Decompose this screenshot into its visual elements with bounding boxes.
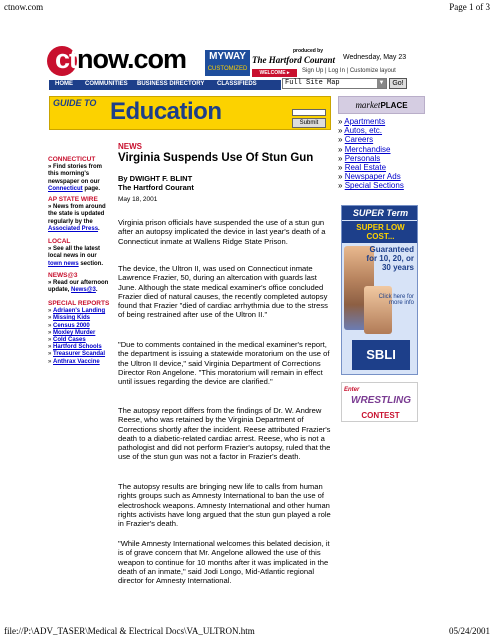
marketplace-item[interactable]: » Apartments xyxy=(338,117,386,126)
sidebar-heading: AP STATE WIRE xyxy=(48,196,98,203)
print-header-site: ctnow.com xyxy=(4,2,44,12)
sidebar-connecticut: CONNECTICUT » Find stories from this morning's newspaper on our Connecticut page. xyxy=(48,156,110,193)
marketplace-header: marketPLACE xyxy=(338,96,425,114)
list-item[interactable]: » Hartford Schools xyxy=(48,344,102,351)
print-footer-path: file://P:\ADV_TASER\Medical & Electrical Docs\VA_ULTRON.htm xyxy=(4,626,255,636)
article-byline: By DWIGHT F. BLINT The Hartford Courant xyxy=(118,174,194,192)
marketplace-item[interactable]: » Careers xyxy=(338,135,374,145)
marketplace-list xyxy=(338,117,428,191)
article-paragraph: Virginia prison officials have suspended the use of a stun gun after an autopsy implicated the device in last year's death of a Connecticut inmate at Wallens Ridge State Prison. xyxy=(118,218,326,246)
education-prefix: GUIDE TO xyxy=(53,98,97,108)
wrestling-enter: Enter xyxy=(344,387,360,393)
article-paragraph: The device, the Ultron II, was used on Connecticut inmate Lawrence Frazier, 50, during an altercation with guards last June. Although the state medical examiner's office concluded Frazier died of natural causes, the recently completed autopsy found that Frazier "died of cardiac arrhythmia due to the stress of being restrained after use of the Ultron II." xyxy=(118,264,328,320)
sidebar-ap-wire: AP STATE WIRE » News from around the state is updated regularly by the Associated Press. xyxy=(48,196,110,233)
marketplace-item[interactable]: » Personals xyxy=(338,153,381,163)
sbli-logo: SBLI xyxy=(352,340,410,370)
superterm-title: SUPER Term xyxy=(342,206,418,220)
print-header-page: Page 1 of 3 xyxy=(449,2,490,12)
marketplace-item[interactable]: » Real Estate xyxy=(338,163,387,173)
site-map-select[interactable]: Full Site Map xyxy=(282,78,387,89)
nav-classifieds[interactable]: CLASSIFIEDS xyxy=(217,81,257,87)
account-links[interactable]: Sign Up | Log In | Customize layout xyxy=(302,68,396,74)
superterm-click-here[interactable]: Click here for more info xyxy=(378,294,414,306)
marketplace-item[interactable]: » Special Sections xyxy=(338,181,404,191)
nav-business-directory[interactable]: BUSINESS DIRECTORY xyxy=(137,81,205,87)
article-date: May 18, 2001 xyxy=(118,196,158,203)
article-paragraph: The autopsy report differs from the findings of Dr. W. Andrew Reese, who was retained by the Virginia Department of Corrections shortly after the incident. Reese attributed Frazier's death to a diabetic-related cardiac arrest. Reese, who is not a pathologist and did not perform Frazier's autopsy, ruled that the use of the stun gun was not a factor in Frazier's death. xyxy=(118,406,331,462)
sidebar-heading: NEWS@3 xyxy=(48,272,78,279)
list-item[interactable]: » Treasurer Scandal xyxy=(48,351,106,358)
wrestling-contest-ad[interactable] xyxy=(341,382,418,422)
list-item[interactable]: » Moxley Murder xyxy=(48,329,96,336)
news3-link[interactable]: News@3 xyxy=(71,287,96,294)
current-date: Wednesday, May 23 xyxy=(343,54,407,61)
education-submit-button[interactable]: Submit xyxy=(292,118,326,128)
list-item[interactable]: » Adriaen's Landing xyxy=(48,308,106,315)
education-title: Education xyxy=(110,98,222,125)
site-logo[interactable]: ctnow.com xyxy=(55,44,187,74)
sidebar-heading: SPECIAL REPORTS xyxy=(48,300,110,307)
wrestling-title: WRESTLING xyxy=(351,395,411,406)
main-nav xyxy=(49,80,281,90)
nav-home[interactable]: HOME xyxy=(55,81,73,87)
marketplace-item[interactable]: » Newspaper Ads xyxy=(338,172,401,182)
town-news-link[interactable]: town news xyxy=(48,260,79,267)
list-item[interactable]: » Anthrax Vaccine xyxy=(48,358,100,365)
superterm-tagline: SUPER LOW COST... xyxy=(342,221,418,243)
associated-press-link[interactable]: Associated Press xyxy=(48,225,99,232)
myway-button[interactable]: MYWAY CUSTOMIZED xyxy=(205,50,250,76)
list-item[interactable]: » Cold Cases xyxy=(48,337,86,344)
sidebar-heading: LOCAL xyxy=(48,238,71,245)
print-footer-date: 05/24/2001 xyxy=(448,626,490,636)
section-label: NEWS xyxy=(118,142,142,151)
sidebar-special-reports xyxy=(48,300,110,366)
go-button[interactable]: Go! xyxy=(389,78,407,89)
list-item[interactable]: » Census 2000 xyxy=(48,322,90,329)
courant-logo[interactable]: The Hartford Courant xyxy=(252,55,336,65)
article-paragraph: The autopsy results are bringing new life to calls from human rights groups such as Amnesty International to ban the use of electroshock weapons. Amnesty International and other human rights activists have long argued that the stun gun played a role in Frazier's death. xyxy=(118,482,331,529)
connecticut-link[interactable]: Connecticut xyxy=(48,185,83,192)
sidebar-local: LOCAL » See all the latest local news in our town news section. xyxy=(48,238,110,268)
superterm-guarantee: Guaranteed for 10, 20, or 30 years xyxy=(366,245,414,272)
chevron-down-icon[interactable]: ▼ xyxy=(378,80,385,86)
superterm-ad[interactable] xyxy=(341,205,418,375)
welcome-button[interactable]: WELCOME ▸ xyxy=(252,69,297,77)
article-paragraph: "While Amnesty International welcomes this belated decision, it is of grave concern that Mr. Angelone allowed the use of this weapon to continue for 10 months after it was implicated in the death of an inmate," said Jodi Longo, Mid-Atlantic regional director for Amnesty International. xyxy=(118,539,330,586)
sidebar-news3: NEWS@3 » Read our afternoon update, News@3. xyxy=(48,272,109,294)
sidebar-heading: CONNECTICUT xyxy=(48,156,96,163)
nav-communities[interactable]: COMMUNITIES xyxy=(85,81,128,87)
marketplace-item[interactable]: » Merchandise xyxy=(338,144,391,154)
education-search-input[interactable] xyxy=(292,109,326,116)
marketplace-item[interactable]: » Autos, etc. xyxy=(338,126,383,136)
article-title: Virginia Suspends Use Of Stun Gun xyxy=(118,152,314,164)
produced-by-label: produced by xyxy=(293,48,324,54)
list-item[interactable]: » Missing Kids xyxy=(48,315,91,322)
wrestling-contest: CONTEST xyxy=(361,411,400,420)
article-paragraph: "Due to comments contained in the medical examiner's report, the department is issuing a statewide moratorium on the use of the Ultron II device," said Virginia Department of Corrections Director Ron Angelone. "This moratorium will remain in effect until issues regarding the device are clarified." xyxy=(118,340,330,387)
